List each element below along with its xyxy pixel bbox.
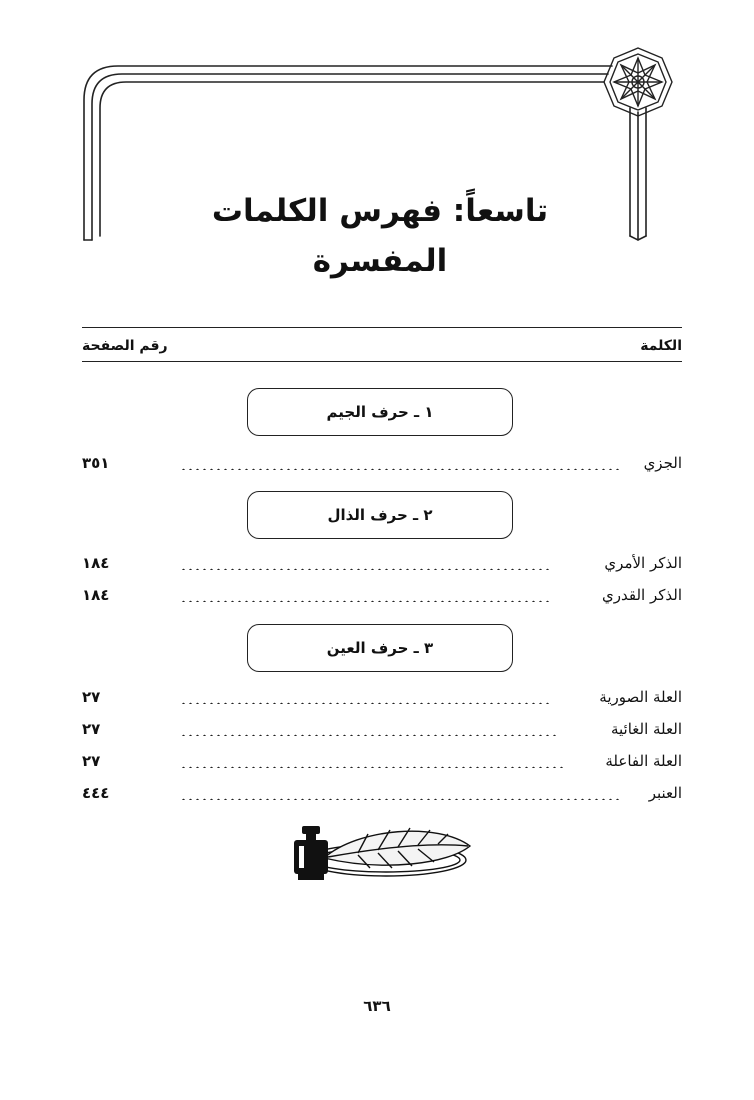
section-heading-ain: ٣ ـ حرف العين bbox=[247, 624, 513, 672]
leader-dots bbox=[180, 558, 550, 570]
leader-dots bbox=[180, 724, 560, 736]
leader-dots bbox=[180, 458, 620, 470]
page-title: تاسعاً: فهرس الكلمات المفسرة bbox=[211, 193, 549, 279]
header-bottom-rule bbox=[82, 361, 682, 362]
entry-word: العلة الغائية bbox=[610, 720, 682, 738]
entry-page: ١٨٤ bbox=[82, 554, 110, 572]
entry-page: ٢٧ bbox=[82, 688, 101, 706]
quill-and-inkwell-icon bbox=[288, 822, 474, 886]
entry-page: ٤٤٤ bbox=[82, 784, 110, 802]
leader-dots bbox=[180, 756, 564, 768]
entry-page: ٣٥١ bbox=[82, 454, 110, 472]
entry-page: ١٨٤ bbox=[82, 586, 110, 604]
section-heading-dhal: ٢ ـ حرف الذال bbox=[247, 491, 513, 539]
index-entry bbox=[82, 684, 682, 710]
index-entry bbox=[82, 582, 682, 608]
column-header-page: رقم الصفحة bbox=[82, 338, 168, 354]
entry-word: العلة الفاعلة bbox=[605, 752, 682, 770]
entry-word: العنبر bbox=[648, 784, 682, 802]
leader-dots bbox=[180, 788, 620, 800]
index-entry bbox=[82, 748, 682, 774]
index-entry bbox=[82, 450, 682, 476]
entry-word: العلة الصورية bbox=[599, 688, 682, 706]
section-heading-jeem: ١ ـ حرف الجيم bbox=[247, 388, 513, 436]
header-top-rule bbox=[82, 327, 682, 328]
star-rosette-icon bbox=[604, 48, 672, 116]
entry-word: الجزي bbox=[643, 454, 682, 472]
index-entry bbox=[82, 716, 682, 742]
entry-word: الذكر القدري bbox=[602, 586, 682, 604]
index-entry bbox=[82, 550, 682, 576]
column-header-word: الكلمة bbox=[640, 338, 682, 354]
entry-word: الذكر الأمري bbox=[604, 554, 682, 572]
index-entry bbox=[82, 780, 682, 806]
page-number: ٦٣٦ bbox=[363, 997, 391, 1015]
entry-page: ٢٧ bbox=[82, 720, 101, 738]
entry-page: ٢٧ bbox=[82, 752, 101, 770]
leader-dots bbox=[180, 692, 550, 704]
leader-dots bbox=[180, 590, 550, 602]
